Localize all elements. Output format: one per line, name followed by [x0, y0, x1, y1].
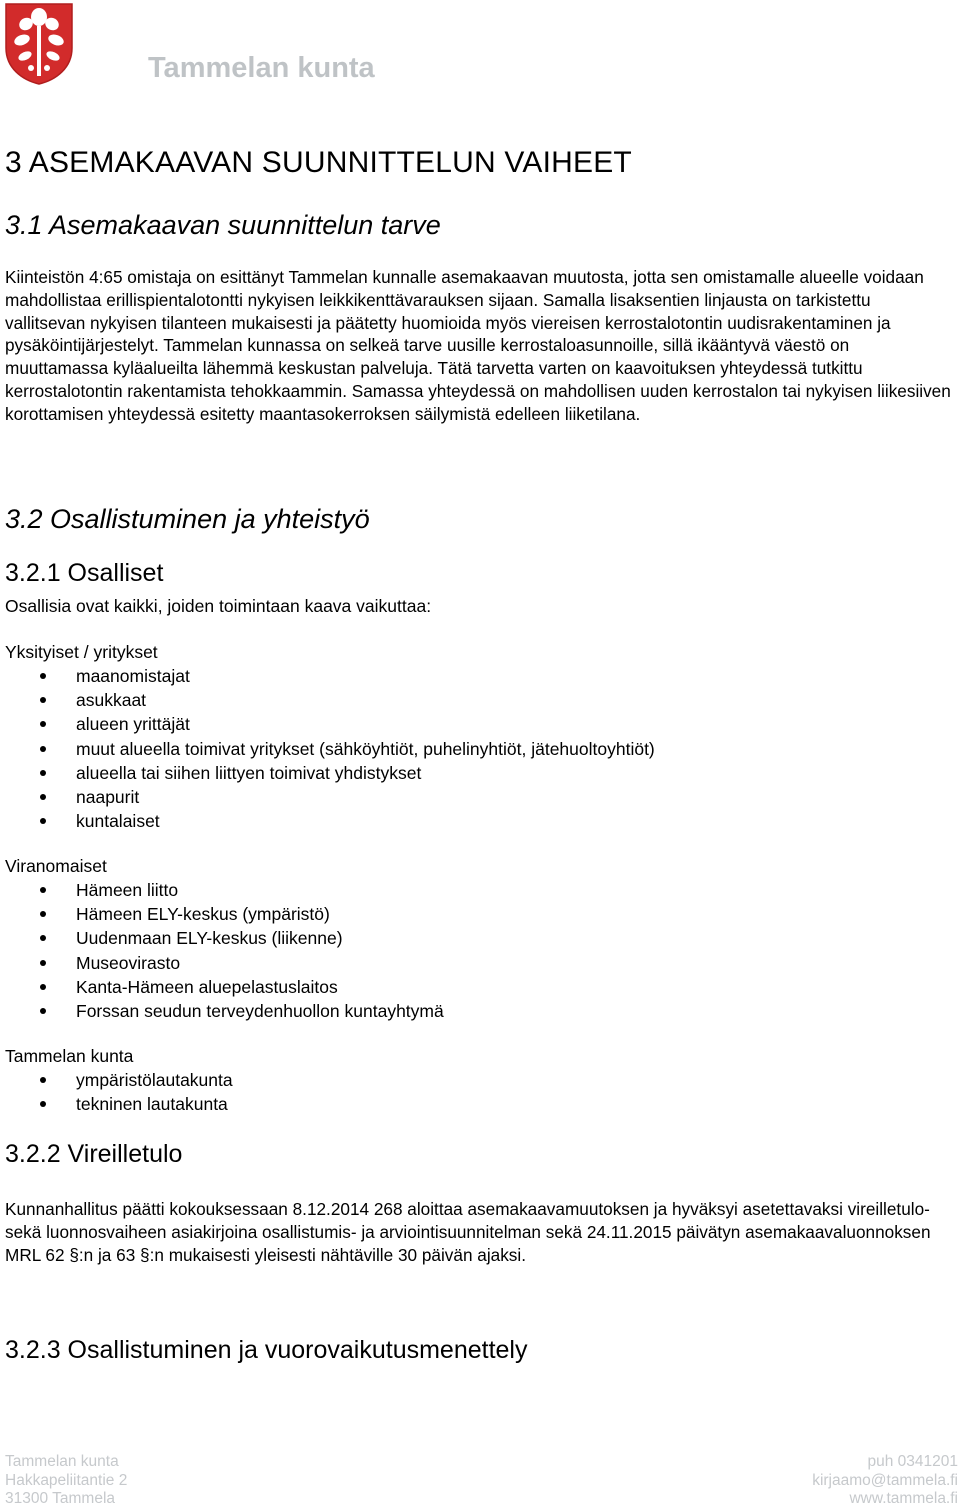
stakeholders-intro: Osallisia ovat kaikki, joiden toimintaan kaava vaikuttaa:	[5, 596, 432, 616]
bullet-icon	[40, 697, 46, 703]
section-3-2-heading: 3.2 Osallistuminen ja yhteistyö	[5, 504, 370, 534]
bullet-icon	[40, 721, 46, 727]
list-item: naapurit	[0, 785, 655, 809]
bullet-icon	[40, 960, 46, 966]
bullet-icon	[40, 935, 46, 941]
footer-email-link[interactable]: kirjaamo@tammela.fi	[812, 1471, 958, 1489]
list-item: Hämeen ELY-keskus (ympäristö)	[0, 902, 444, 926]
bullet-icon	[40, 984, 46, 990]
bullet-icon	[40, 673, 46, 679]
list-item: kuntalaiset	[0, 809, 655, 833]
footer-contact	[812, 1453, 958, 1509]
list-item: muut alueella toimivat yritykset (sähköyhtiöt, puhelinyhtiöt, jätehuoltoyhtiöt)	[0, 737, 655, 761]
section-3-2-2-heading: 3.2.2 Vireilletulo	[5, 1140, 183, 1168]
list-item: Museovirasto	[0, 951, 444, 975]
list-authorities	[0, 878, 444, 1023]
bullet-icon	[40, 746, 46, 752]
list-item: asukkaat	[0, 688, 655, 712]
list-private-stakeholders	[0, 664, 655, 833]
bullet-icon	[40, 887, 46, 893]
list-item: Forssan seudun terveydenhuollon kuntayhtymä	[0, 999, 444, 1023]
section-3-2-1-heading: 3.2.1 Osalliset	[5, 559, 164, 587]
bullet-icon	[40, 911, 46, 917]
section-3-1-heading: 3.1 Asemakaavan suunnittelun tarve	[5, 210, 441, 240]
bullet-icon	[40, 818, 46, 824]
list-item: Kanta-Hämeen aluepelastuslaitos	[0, 975, 444, 999]
bullet-icon	[40, 770, 46, 776]
group-label-authorities: Viranomaiset	[5, 856, 107, 876]
group-label-municipality: Tammelan kunta	[5, 1046, 134, 1066]
chapter-heading: 3 ASEMAKAAVAN SUUNNITTELUN VAIHEET	[5, 146, 632, 179]
footer-website-link[interactable]: www.tammela.fi	[849, 1490, 958, 1507]
bullet-icon	[40, 794, 46, 800]
list-item: maanomistajat	[0, 664, 655, 688]
section-3-1-paragraph: Kiinteistön 4:65 omistaja on esittänyt Tammelan kunnalle asemakaavan muutosta, jotta sen omistamalle alueelle voidaan mahdollistaa erillispientalotontti nykyisen leikkikenttävarauksen sijaan. Samalla lisaksentien linjausta on tarkistettu vallitsevan nykyisen tilanteen mukaisesti ja päätetty huomioida myös viereisen kerrostalotontin uudisrakentaminen ja pysäköintijärjestelyt. Tammelan kunnassa on selkeä tarve uusille kerrostaloasunnoille, sillä ikääntyvä väestö on muuttamassa kyläalueilta lähemmä keskustan palveluja. Tätä tarvetta varten on kaavoituksen yhteydessä tutkittu kerrostalotontin rakentamista tehokkaammin. Samassa yhteydessä on mahdollisen uuden kerrostalon tai nykyisen liikesiiven korottamisen yhteydessä esitetty maantasokerroksen säilymistä edelleen liiketilana.	[5, 267, 951, 424]
municipal-coat-of-arms-logo	[4, 2, 74, 86]
footer-address: Tammelan kunta Hakkapeliitantie 2 31300 Tammela	[5, 1453, 128, 1507]
list-item: alueella tai siihen liittyen toimivat yhdistykset	[0, 761, 655, 785]
group-label-private: Yksityiset / yritykset	[5, 642, 158, 662]
list-item: tekninen lautakunta	[0, 1092, 233, 1116]
bullet-icon	[40, 1008, 46, 1014]
section-3-2-3-heading: 3.2.3 Osallistuminen ja vuorovaikutusmenettely	[5, 1336, 528, 1364]
organization-name: Tammelan kunta	[148, 52, 375, 84]
list-item: Uudenmaan ELY-keskus (liikenne)	[0, 926, 444, 950]
list-item: ympäristölautakunta	[0, 1068, 233, 1092]
footer-phone: puh 0341201	[867, 1453, 958, 1470]
section-3-2-2-paragraph: Kunnanhallitus päätti kokouksessaan 8.12.2014 268 aloittaa asemakaavamuutoksen ja hyväksyi asetettavaksi vireilletulo- sekä luonnosvaiheen asiakirjoina osallistumis- ja arviointisuunnitelman sekä 24.11.2015 päivätyn asemakaavaluonnoksen MRL 62 §:n ja 63 §:n mukaisesti yleisesti nähtäville 30 päivän ajaksi.	[5, 1199, 931, 1265]
list-municipality-bodies	[0, 1068, 233, 1116]
bullet-icon	[40, 1077, 46, 1083]
list-item: alueen yrittäjät	[0, 712, 655, 736]
bullet-icon	[40, 1101, 46, 1107]
list-item: Hämeen liitto	[0, 878, 444, 902]
